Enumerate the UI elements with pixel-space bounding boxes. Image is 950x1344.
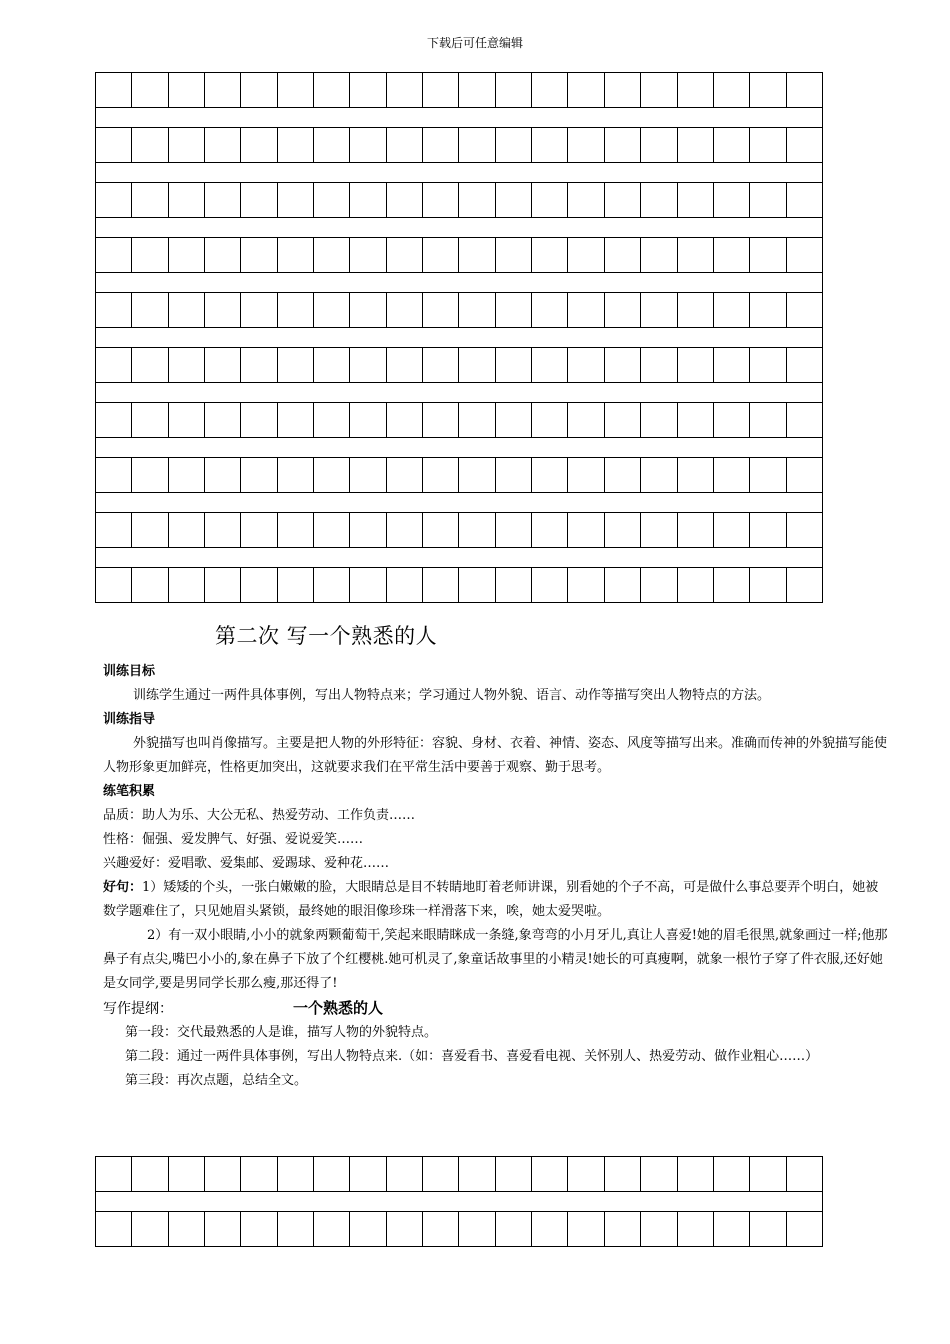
guide-text: 外貌描写也叫肖像描写。主要是把人物的外形特征：容貌、身材、衣着、神情、姿态、风度等描写出来。准确而传神的外貌描写能使人物形象更加鲜亮，性格更加突出，这就要求我们在平常生活中要善于观察、勤于思考。 (103, 736, 888, 775)
grid-cell (532, 72, 568, 108)
grid-cell (678, 457, 714, 493)
grid-row (95, 457, 823, 493)
grid-cell (314, 292, 350, 328)
grid-row-gap (95, 548, 823, 567)
page-title: 第二次 写一个熟悉的人 (215, 624, 438, 648)
grid-cell (314, 457, 350, 493)
grid-cell (278, 237, 314, 273)
grid-cell (132, 182, 168, 218)
grid-cell (605, 72, 641, 108)
grid-cell (714, 1211, 750, 1247)
grid-cell (278, 402, 314, 438)
grid-cell (750, 402, 786, 438)
good-sentence-1 (103, 876, 890, 924)
grid-cell (678, 512, 714, 548)
grid-cell (532, 1211, 568, 1247)
grid-cell (605, 512, 641, 548)
grid-cell (132, 72, 168, 108)
grid-cell (641, 1156, 677, 1192)
grid-cell (787, 72, 823, 108)
grid-cell (641, 512, 677, 548)
grid-cell (205, 402, 241, 438)
grid-cell (387, 292, 423, 328)
lesson-content (103, 660, 890, 1093)
grid-cell (787, 512, 823, 548)
grid-cell (496, 292, 532, 328)
character-line: 性格：倔强、爱发脾气、好强、爱说爱笑…… (103, 832, 364, 847)
grid-cell (568, 127, 604, 163)
grid-cell (314, 72, 350, 108)
grid-cell (314, 1211, 350, 1247)
grid-cell (459, 347, 495, 383)
grid-cell (787, 127, 823, 163)
grid-cell (641, 567, 677, 603)
grid-row-gap (95, 328, 823, 347)
grid-cell (132, 127, 168, 163)
grid-cell (459, 237, 495, 273)
grid-cell (423, 292, 459, 328)
grid-cell (714, 127, 750, 163)
grid-cell (568, 457, 604, 493)
grid-cell (750, 72, 786, 108)
grid-cell (787, 292, 823, 328)
page-header-note: 下载后可任意编辑 (426, 36, 523, 50)
quality-line: 品质：助人为乐、大公无私、热爱劳动、工作负责…… (103, 808, 416, 823)
grid-cell (459, 292, 495, 328)
hobby-line: 兴趣爱好：爱唱歌、爱集邮、爱踢球、爱种花…… (103, 856, 390, 871)
grid-cell (568, 1211, 604, 1247)
grid-cell (459, 182, 495, 218)
grid-cell (387, 512, 423, 548)
grid-cell (496, 72, 532, 108)
grid-row (95, 1156, 823, 1192)
grid-cell (678, 292, 714, 328)
grid-cell (496, 127, 532, 163)
grid-cell (605, 567, 641, 603)
grid-cell (678, 237, 714, 273)
grid-cell (387, 1211, 423, 1247)
grid-cell (350, 127, 386, 163)
grid-cell (532, 512, 568, 548)
grid-cell (278, 292, 314, 328)
grid-cell (532, 127, 568, 163)
grid-cell (568, 72, 604, 108)
grid-cell (605, 1156, 641, 1192)
good-label: 好句： (103, 880, 143, 895)
grid-cell (205, 512, 241, 548)
outline-para-3: 第三段：再次点题，总结全文。 (125, 1073, 308, 1088)
grid-cell (96, 182, 132, 218)
grid-cell (678, 182, 714, 218)
grid-cell (605, 237, 641, 273)
grid-cell (350, 237, 386, 273)
grid-cell (714, 402, 750, 438)
grid-cell (750, 347, 786, 383)
grid-cell (532, 292, 568, 328)
grid-cell (205, 237, 241, 273)
grid-cell (278, 457, 314, 493)
good-sentence-1-text: 1）矮矮的个头，一张白嫩嫩的脸，大眼睛总是目不转睛地盯着老师讲课，别看她的个子不高，可是做什么事总要弄个明白，她被数学题难住了，只见她眉头紧锁，最终她的眼泪像珍珠一样滑落下来，唉，她太爱哭啦。 (103, 880, 879, 919)
grid-cell (314, 182, 350, 218)
outline-para-2: 第二段：通过一两件具体事例，写出人物特点来.（如：喜爱看书、喜爱看电视、关怀别人、热爱劳动、做作业粗心……） (125, 1049, 819, 1064)
grid-cell (714, 292, 750, 328)
grid-cell (96, 1211, 132, 1247)
grid-cell (750, 512, 786, 548)
grid-cell (714, 567, 750, 603)
grid-cell (169, 127, 205, 163)
grid-cell (459, 512, 495, 548)
grid-row-gap (95, 273, 823, 292)
grid-cell (532, 237, 568, 273)
grid-cell (641, 292, 677, 328)
grid-cell (205, 457, 241, 493)
accum-heading: 练笔积累 (103, 784, 156, 799)
grid-cell (169, 292, 205, 328)
grid-cell (605, 402, 641, 438)
grid-cell (714, 237, 750, 273)
grid-cell (96, 237, 132, 273)
grid-cell (714, 457, 750, 493)
grid-cell (314, 402, 350, 438)
grid-cell (169, 182, 205, 218)
grid-cell (750, 182, 786, 218)
grid-cell (714, 512, 750, 548)
grid-cell (350, 402, 386, 438)
goal-heading: 训练目标 (103, 664, 156, 679)
grid-cell (641, 127, 677, 163)
grid-cell (387, 127, 423, 163)
grid-cell (459, 72, 495, 108)
grid-cell (423, 1156, 459, 1192)
grid-cell (205, 292, 241, 328)
grid-cell (96, 567, 132, 603)
grid-cell (787, 1156, 823, 1192)
grid-cell (459, 1211, 495, 1247)
grid-cell (787, 347, 823, 383)
grid-cell (787, 457, 823, 493)
grid-cell (568, 237, 604, 273)
grid-cell (750, 567, 786, 603)
grid-cell (241, 567, 277, 603)
grid-cell (750, 237, 786, 273)
grid-cell (714, 1156, 750, 1192)
grid-cell (205, 72, 241, 108)
grid-cell (641, 402, 677, 438)
grid-cell (787, 182, 823, 218)
grid-cell (132, 512, 168, 548)
grid-cell (678, 72, 714, 108)
grid-cell (241, 402, 277, 438)
grid-cell (96, 512, 132, 548)
grid-cell (96, 457, 132, 493)
goal-text: 训练学生通过一两件具体事例，写出人物特点来；学习通过人物外貌、语言、动作等描写突出人物特点的方法。 (133, 688, 771, 703)
grid-cell (678, 127, 714, 163)
grid-cell (387, 402, 423, 438)
grid-row (95, 72, 823, 108)
grid-cell (532, 567, 568, 603)
grid-cell (423, 512, 459, 548)
grid-cell (96, 347, 132, 383)
grid-cell (678, 1156, 714, 1192)
grid-cell (532, 457, 568, 493)
grid-cell (278, 182, 314, 218)
grid-row (95, 182, 823, 218)
grid-cell (496, 1211, 532, 1247)
grid-cell (132, 237, 168, 273)
grid-cell (641, 457, 677, 493)
grid-cell (96, 72, 132, 108)
grid-cell (568, 1156, 604, 1192)
grid-cell (423, 457, 459, 493)
grid-cell (714, 347, 750, 383)
grid-cell (132, 567, 168, 603)
grid-cell (241, 1211, 277, 1247)
grid-cell (459, 567, 495, 603)
grid-cell (169, 512, 205, 548)
grid-cell (605, 457, 641, 493)
grid-cell (641, 237, 677, 273)
grid-cell (605, 292, 641, 328)
grid-cell (387, 457, 423, 493)
guide-heading: 训练指导 (103, 712, 156, 727)
grid-cell (132, 1156, 168, 1192)
grid-cell (678, 347, 714, 383)
grid-cell (241, 512, 277, 548)
grid-cell (96, 127, 132, 163)
grid-cell (132, 347, 168, 383)
outline-label: 写作提纲： (103, 1001, 173, 1017)
outline-header (103, 996, 890, 1021)
grid-row-gap (95, 438, 823, 457)
grid-cell (678, 402, 714, 438)
grid-cell (605, 1211, 641, 1247)
grid-cell (132, 457, 168, 493)
grid-row-gap (95, 163, 823, 182)
grid-cell (750, 1156, 786, 1192)
grid-cell (278, 1156, 314, 1192)
grid-cell (132, 402, 168, 438)
grid-cell (568, 402, 604, 438)
grid-cell (169, 457, 205, 493)
grid-row-gap (95, 108, 823, 127)
grid-cell (205, 567, 241, 603)
grid-cell (278, 567, 314, 603)
grid-cell (350, 72, 386, 108)
grid-cell (750, 127, 786, 163)
grid-cell (423, 402, 459, 438)
grid-cell (350, 1211, 386, 1247)
good-sentence-2: 2）有一双小眼睛,小小的就象两颗葡萄干,笑起来眼睛眯成一条缝,象弯弯的小月牙儿,真让人喜爱!她的眉毛很黑,就象画过一样;他那鼻子有点尖,嘴巴小小的,象在鼻子下放了个红樱桃.她可机灵了,象童话故事里的小精灵!她长的可真瘦啊，就象一根竹子穿了件衣服,还好她是女同学,要是男同学长那么瘦,那还得了! (103, 928, 888, 991)
grid-cell (241, 72, 277, 108)
grid-cell (241, 237, 277, 273)
grid-cell (641, 1211, 677, 1247)
grid-cell (787, 1211, 823, 1247)
grid-cell (496, 512, 532, 548)
outline-title: 一个熟悉的人 (293, 999, 384, 1017)
grid-cell (496, 402, 532, 438)
grid-cell (387, 182, 423, 218)
grid-cell (423, 567, 459, 603)
grid-cell (132, 1211, 168, 1247)
grid-cell (350, 567, 386, 603)
grid-cell (387, 72, 423, 108)
grid-cell (205, 182, 241, 218)
grid-cell (205, 1211, 241, 1247)
grid-cell (605, 347, 641, 383)
grid-cell (532, 402, 568, 438)
grid-cell (605, 182, 641, 218)
grid-cell (314, 1156, 350, 1192)
grid-cell (205, 1156, 241, 1192)
grid-cell (496, 237, 532, 273)
grid-cell (350, 1156, 386, 1192)
grid-cell (205, 127, 241, 163)
grid-cell (459, 402, 495, 438)
grid-cell (750, 292, 786, 328)
grid-cell (750, 457, 786, 493)
grid-cell (532, 347, 568, 383)
grid-cell (496, 1156, 532, 1192)
grid-cell (278, 72, 314, 108)
grid-cell (241, 292, 277, 328)
grid-cell (423, 237, 459, 273)
grid-cell (350, 292, 386, 328)
grid-cell (241, 457, 277, 493)
grid-cell (241, 127, 277, 163)
grid-cell (459, 1156, 495, 1192)
grid-cell (532, 1156, 568, 1192)
grid-cell (96, 1156, 132, 1192)
bottom-writing-grid (95, 1156, 823, 1247)
grid-row-gap (95, 383, 823, 402)
grid-row-gap (95, 218, 823, 237)
grid-cell (787, 567, 823, 603)
grid-cell (350, 347, 386, 383)
grid-cell (241, 1156, 277, 1192)
grid-cell (787, 237, 823, 273)
grid-cell (714, 72, 750, 108)
grid-cell (278, 347, 314, 383)
grid-cell (387, 347, 423, 383)
grid-cell (459, 127, 495, 163)
grid-cell (496, 457, 532, 493)
grid-cell (241, 182, 277, 218)
grid-cell (387, 237, 423, 273)
grid-cell (496, 182, 532, 218)
grid-cell (169, 567, 205, 603)
grid-cell (278, 127, 314, 163)
grid-row (95, 347, 823, 383)
grid-cell (278, 512, 314, 548)
grid-cell (423, 1211, 459, 1247)
outline-para-1: 第一段：交代最熟悉的人是谁，描写人物的外貌特点。 (125, 1025, 438, 1040)
grid-row-gap (95, 493, 823, 512)
grid-cell (459, 457, 495, 493)
grid-cell (605, 127, 641, 163)
grid-row (95, 237, 823, 273)
grid-cell (205, 347, 241, 383)
grid-row-gap (95, 1192, 823, 1211)
grid-cell (387, 1156, 423, 1192)
top-writing-grid (95, 72, 823, 603)
grid-cell (387, 567, 423, 603)
grid-cell (496, 347, 532, 383)
grid-cell (714, 182, 750, 218)
grid-cell (241, 347, 277, 383)
grid-cell (568, 182, 604, 218)
grid-cell (314, 347, 350, 383)
grid-cell (169, 72, 205, 108)
grid-cell (169, 347, 205, 383)
grid-row (95, 1211, 823, 1247)
grid-cell (423, 72, 459, 108)
grid-cell (423, 347, 459, 383)
grid-row (95, 127, 823, 163)
grid-cell (169, 402, 205, 438)
grid-row (95, 567, 823, 603)
grid-cell (750, 1211, 786, 1247)
grid-cell (278, 1211, 314, 1247)
grid-cell (314, 127, 350, 163)
grid-cell (641, 347, 677, 383)
grid-cell (314, 567, 350, 603)
grid-cell (314, 237, 350, 273)
grid-cell (532, 182, 568, 218)
grid-cell (496, 567, 532, 603)
grid-cell (678, 1211, 714, 1247)
grid-cell (568, 512, 604, 548)
grid-cell (314, 512, 350, 548)
grid-cell (641, 72, 677, 108)
grid-row (95, 512, 823, 548)
grid-cell (787, 402, 823, 438)
grid-cell (678, 567, 714, 603)
grid-cell (350, 182, 386, 218)
grid-row (95, 292, 823, 328)
grid-cell (350, 512, 386, 548)
grid-cell (169, 237, 205, 273)
grid-cell (169, 1156, 205, 1192)
grid-cell (641, 182, 677, 218)
grid-cell (568, 347, 604, 383)
grid-cell (423, 127, 459, 163)
grid-cell (169, 1211, 205, 1247)
grid-row (95, 402, 823, 438)
grid-cell (350, 457, 386, 493)
grid-cell (568, 567, 604, 603)
grid-cell (96, 402, 132, 438)
grid-cell (96, 292, 132, 328)
grid-cell (132, 292, 168, 328)
grid-cell (423, 182, 459, 218)
grid-cell (568, 292, 604, 328)
